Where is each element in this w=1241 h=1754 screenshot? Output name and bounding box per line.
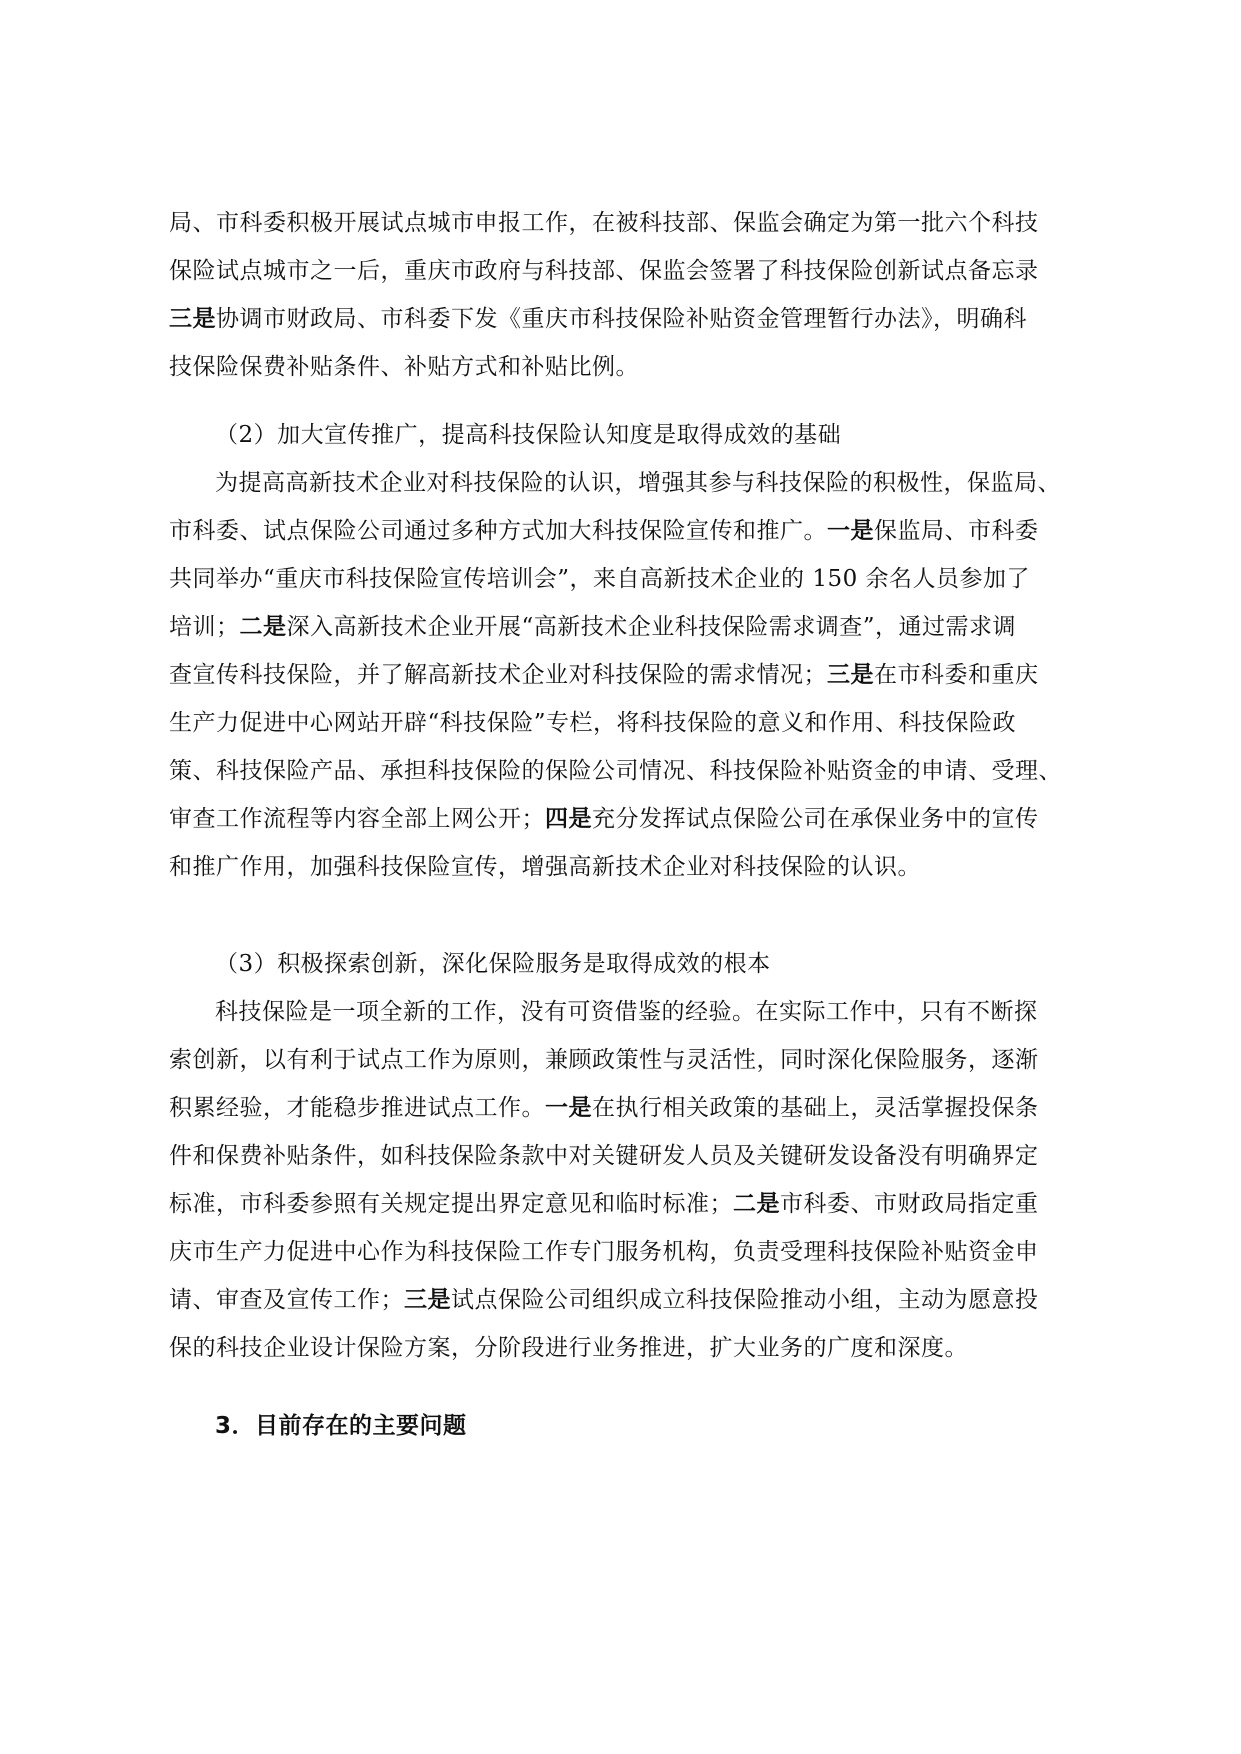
section-2-line-9: 和推广作用，加强科技保险宣传，增强高新技术企业对科技保险的认识。 (169, 854, 921, 880)
section-2-line-2 (169, 507, 1081, 555)
section-2-heading: （2）加大宣传推广，提高科技保险认知度是取得成效的基础 (215, 422, 842, 448)
paragraph-1 (169, 199, 1081, 391)
section-3-line-3-text-a: 积累经验，才能稳步推进试点工作。 (169, 1095, 545, 1121)
section-2-line-6: 生产力促进中心网站开辟“科技保险”专栏，将科技保险的意义和作用、科技保险政 (169, 710, 1017, 736)
emphasis-label: 三是 (827, 661, 874, 688)
emphasis-label: 一是 (545, 1094, 592, 1121)
emphasis-label: 二是 (733, 1190, 780, 1217)
section-3-line-5-text-a: 标准，市科委参照有关规定提出界定意见和临时标准； (169, 1191, 733, 1217)
section-2 (169, 411, 1081, 891)
paragraph-1-line-3-text: 协调市财政局、市科委下发《重庆市科技保险补贴资金管理暂行办法》，明确科 (216, 306, 1027, 332)
section-heading-3: 3．目前存在的主要问题 (215, 1413, 467, 1439)
section-2-line-7: 策、科技保险产品、承担科技保险的保险公司情况、科技保险补贴资金的申请、受理、 (169, 758, 1062, 784)
section-3-line-4: 件和保费补贴条件，如科技保险条款中对关键研发人员及关键研发设备没有明确界定 (169, 1143, 1039, 1169)
section-2-line-4 (169, 603, 1081, 651)
section-2-line-4-text-a: 培训； (169, 614, 240, 640)
section-2-line-5-text-a: 查宣传科技保险，并了解高新技术企业对科技保险的需求情况； (169, 662, 827, 688)
section-2-line-2-text-a: 市科委、试点保险公司通过多种方式加大科技保险宣传和推广。 (169, 518, 827, 544)
emphasis-label: 一是 (827, 517, 874, 544)
section-3-line-3-text-b: 在执行相关政策的基础上，灵活掌握投保条 (592, 1095, 1039, 1121)
section-3 (169, 940, 1081, 1372)
section-3-line-5 (169, 1180, 1081, 1228)
section-3-line-7-text-a: 请、审查及宣传工作； (169, 1287, 404, 1313)
section-3-line-7 (169, 1276, 1081, 1324)
emphasis-label: 三是 (404, 1286, 451, 1313)
paragraph-1-line-3 (169, 295, 1081, 343)
section-3-line-5-text-b: 市科委、市财政局指定重 (780, 1191, 1039, 1217)
emphasis-label: 三是 (169, 305, 216, 332)
section-2-line-8 (169, 795, 1081, 843)
section-2-line-2-text-b: 保监局、市科委 (874, 518, 1039, 544)
section-3-heading: （3）积极探索创新，深化保险服务是取得成效的根本 (215, 951, 771, 977)
section-3-line-1: 科技保险是一项全新的工作，没有可资借鉴的经验。在实际工作中，只有不断探 (215, 999, 1038, 1025)
section-2-line-8-text-a: 审查工作流程等内容全部上网公开； (169, 806, 545, 832)
section-2-line-4-text-b: 深入高新技术企业开展“高新技术企业科技保险需求调查”，通过需求调 (286, 614, 1017, 640)
emphasis-label: 二是 (239, 613, 287, 640)
section-2-line-1: 为提高高新技术企业对科技保险的认识，增强其参与科技保险的积极性，保监局、 (215, 470, 1061, 496)
paragraph-1-line-2: 保险试点城市之一后，重庆市政府与科技部、保监会签署了科技保险创新试点备忘录 (169, 258, 1039, 284)
section-2-line-3: 共同举办“重庆市科技保险宣传培训会”，来自高新技术企业的 150 余名人员参加了 (169, 566, 1031, 592)
section-2-line-5-text-b: 在市科委和重庆 (874, 662, 1039, 688)
section-3-line-3 (169, 1084, 1081, 1132)
section-3-line-8: 保的科技企业设计保险方案，分阶段进行业务推进，扩大业务的广度和深度。 (169, 1335, 968, 1361)
paragraph-1-line-1: 局、市科委积极开展试点城市申报工作，在被科技部、保监会确定为第一批六个科技 (169, 210, 1039, 236)
section-2-line-8-text-b: 充分发挥试点保险公司在承保业务中的宣传 (592, 806, 1039, 832)
emphasis-label: 四是 (545, 805, 592, 832)
section-3-line-6: 庆市生产力促进中心作为科技保险工作专门服务机构，负责受理科技保险补贴资金申 (169, 1239, 1039, 1265)
section-2-line-5 (169, 651, 1081, 699)
section-3-line-7-text-b: 试点保险公司组织成立科技保险推动小组，主动为愿意投 (451, 1287, 1039, 1313)
section-3-line-2: 索创新，以有利于试点工作为原则，兼顾政策性与灵活性，同时深化保险服务，逐渐 (169, 1047, 1039, 1073)
paragraph-1-line-4: 技保险保费补贴条件、补贴方式和补贴比例。 (169, 354, 639, 380)
